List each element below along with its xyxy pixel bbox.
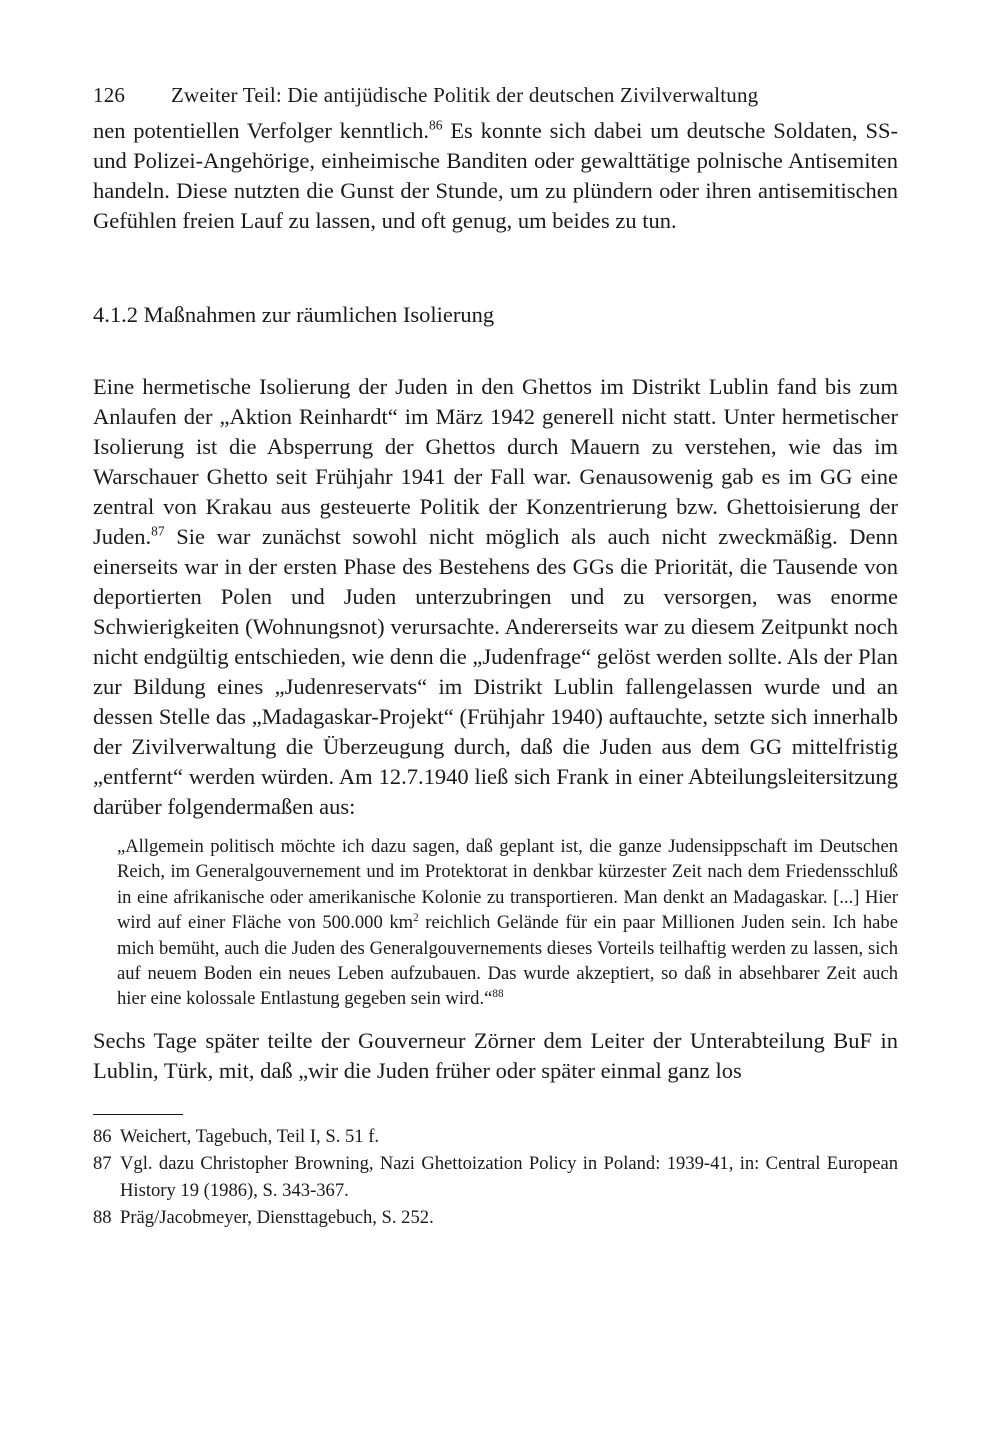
footnote-ref-87: 87 bbox=[151, 523, 165, 539]
footnote-number: 87 bbox=[93, 1152, 112, 1174]
running-title: Zweiter Teil: Die antijüdische Politik der deutschen Zivilverwaltung bbox=[171, 83, 759, 107]
quote-text-a: „Allgemein politisch möchte ich dazu sagen, daß geplant ist, die ganze Judensippschaft im Deutschen Reich, im Generalgouvernement und im Protektorat in denkbar kürzester Zeit nach dem Friedensschluß in eine afrikanische oder amerikanische Kolonie zu transportieren. Man denkt an Madagaskar. [...] Hier wird auf einer Fläche von 500.000 km bbox=[117, 836, 898, 934]
footnote-number: 86 bbox=[93, 1125, 112, 1147]
footnotes bbox=[93, 1123, 898, 1231]
quote-superscript: 2 bbox=[413, 912, 419, 925]
paragraph-1 bbox=[93, 116, 898, 236]
footnote-87 bbox=[93, 1150, 898, 1204]
footnote-86 bbox=[93, 1123, 898, 1150]
quote-text-b: reichlich Gelände für ein paar Millionen Juden sein. Ich habe mich bemüht, auch die Juden des Generalgouvernements dieses Vorteils teilhaftig werden zu lassen, sich auf neuem Boden ein neues Leben aufzubauen. Das wurde akzeptiert, so daß in absehbarer Zeit auch hier eine kolossale Entlastung gegeben sein wird.“ bbox=[117, 912, 898, 1010]
paragraph-2-text-b: Sie war zunächst sowohl nicht möglich als auch nicht zweckmäßig. Denn einerseits war in der ersten Phase des Bestehens des GGs die Priorität, die Tausende von deportierten Polen und Juden unterzubringen und zu versorgen, was enorme Schwierigkeiten (Wohnungsnot) verursachte. Andererseits war zu diesem Zeitpunkt noch nicht endgültig entschieden, wie denn die „Judenfrage“ gelöst werden sollte. Als der Plan zur Bildung eines „Judenreservats“ im Distrikt Lublin fallengelassen wurde und an dessen Stelle das „Madagaskar-Projekt“ (Frühjahr 1940) auftauchte, setzte sich innerhalb der Zivilverwaltung die Überzeugung durch, daß die Juden aus dem GG mittelfristig „entfernt“ werden würden. Am 12.7.1940 ließ sich Frank in einer Abteilungsleitersitzung darüber folgendermaßen aus: bbox=[93, 524, 898, 819]
running-head bbox=[93, 80, 898, 110]
footnote-divider bbox=[93, 1114, 183, 1115]
section-heading: 4.1.2 Maßnahmen zur räumlichen Isolierung bbox=[93, 302, 495, 327]
paragraph-2 bbox=[93, 372, 898, 822]
footnote-text: Vgl. dazu Christopher Browning, Nazi Ghettoization Policy in Poland: 1939-41, in: Central European History 19 (1986), S. 343-367. bbox=[120, 1152, 898, 1201]
footnote-text: Präg/Jacobmeyer, Diensttagebuch, S. 252. bbox=[120, 1206, 434, 1228]
paragraph-3: Sechs Tage später teilte der Gouverneur Zörner dem Leiter der Unterabteilung BuF in Lublin, Türk, mit, daß „wir die Juden früher oder später einmal ganz los bbox=[93, 1027, 898, 1083]
footnote-88 bbox=[93, 1204, 898, 1231]
paragraph-1-text-a: nen potentiellen Verfolger kenntlich. bbox=[93, 118, 430, 143]
footnote-ref-86: 86 bbox=[429, 117, 443, 133]
paragraph-1-text-b: Es konnte sich dabei um deutsche Soldaten, SS- und Polizei-Angehörige, einheimische Banditen oder gewalttätige polnische Antisemiten handeln. Diese nutzten die Gunst der Stunde, um zu plündern oder ihren antisemitischen Gefühlen freien Lauf zu lassen, und oft genug, um beides zu tun. bbox=[93, 118, 898, 233]
footnote-ref-88: 88 bbox=[492, 988, 504, 1001]
page-number: 126 bbox=[93, 83, 126, 107]
paragraph-2-text-a: Eine hermetische Isolierung der Juden in den Ghettos im Distrikt Lublin fand bis zum Anlaufen der „Aktion Reinhardt“ im März 1942 generell nicht statt. Unter hermetischer Isolierung ist die Absperrung der Ghettos durch Mauern zu verstehen, wie das im Warschauer Ghetto seit Frühjahr 1941 der Fall war. Genausowenig gab es im GG eine zentral von Krakau aus gesteuerte Politik der Konzentrierung bzw. Ghettoisierung der Juden. bbox=[93, 374, 898, 549]
block-quote bbox=[117, 834, 898, 1012]
footnote-number: 88 bbox=[93, 1206, 112, 1228]
footnote-text: Weichert, Tagebuch, Teil I, S. 51 f. bbox=[120, 1125, 380, 1147]
book-page bbox=[93, 80, 898, 1231]
